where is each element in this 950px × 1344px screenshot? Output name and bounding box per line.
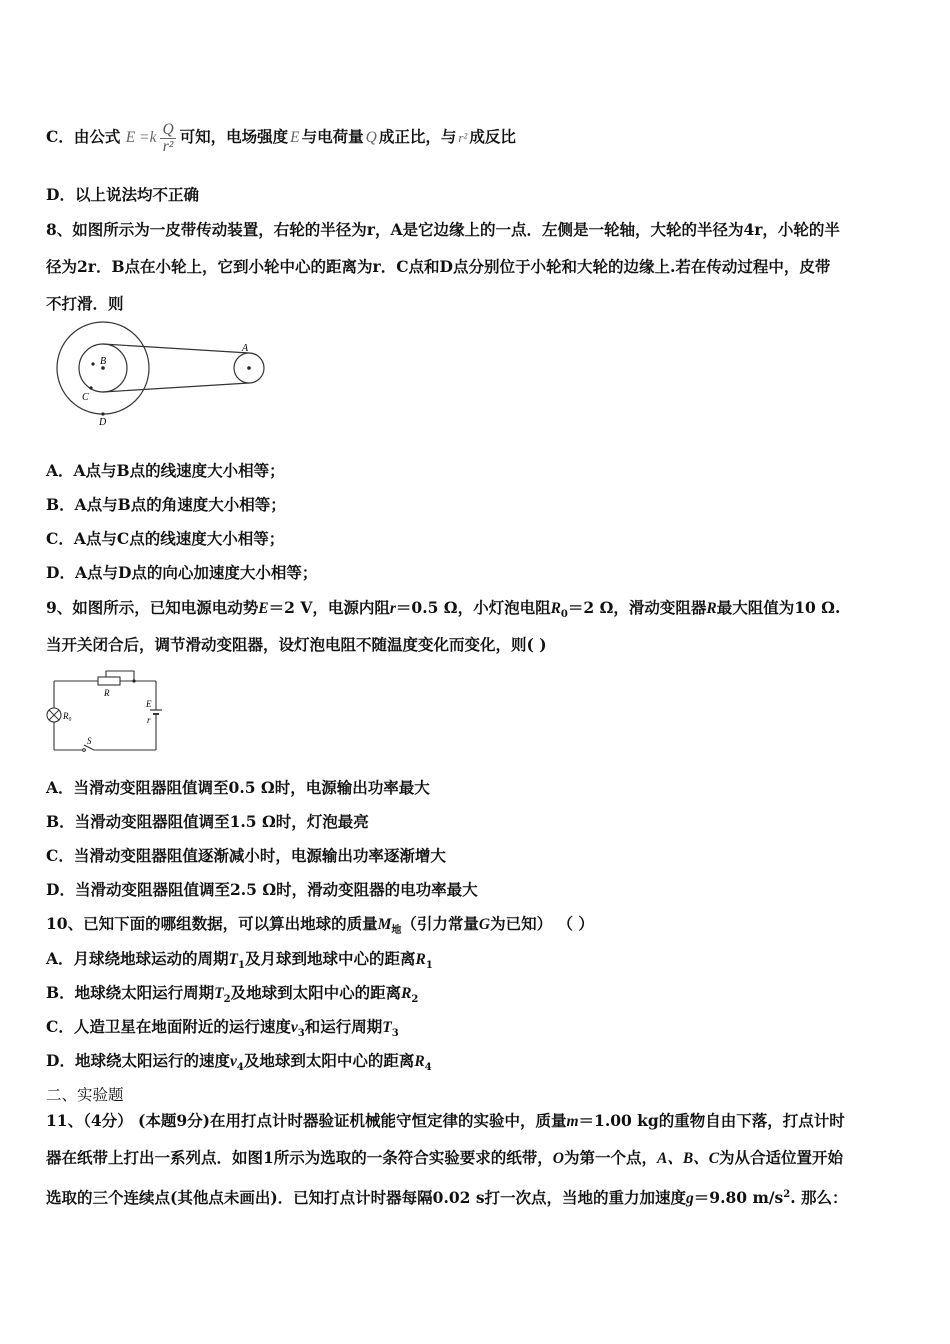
var: T [382, 1019, 392, 1036]
q11-line2 [46, 1147, 916, 1170]
stem-text: 为已知） （ ） [490, 914, 594, 933]
var-sub: 4 [236, 1062, 244, 1074]
q10-stem [46, 913, 916, 942]
option-text: 及地球到太阳中心的距离 [230, 983, 402, 1002]
option-label: B． [46, 983, 75, 1002]
point-c-dot [89, 386, 92, 389]
option-text: 地球绕太阳运行的速度 [74, 1051, 230, 1070]
option-label: D． [46, 1051, 75, 1070]
var-sub: 4 [424, 1062, 432, 1074]
var-m: M [377, 916, 392, 933]
q10-option-c [46, 1016, 916, 1045]
stem-text: ＝2 V，电源内阻 [268, 598, 390, 617]
var-r0-sub: 0 [560, 609, 568, 621]
var-abc: A、B、C [657, 1150, 720, 1167]
var-g: g [686, 1190, 694, 1208]
option-label: B． [46, 812, 75, 831]
right-wheel-center [247, 366, 251, 370]
option-label: B． [46, 495, 75, 514]
var-sub: 2 [411, 994, 419, 1006]
stem-text: ＝2 Ω，滑动变阻器 [567, 598, 707, 617]
var-q: Q [365, 129, 377, 146]
var-r0: R [550, 600, 561, 617]
formula-lhs: E =k [125, 129, 157, 146]
belt-bottom [103, 383, 249, 392]
var: R [414, 1053, 425, 1070]
q10-option-b [46, 982, 916, 1011]
label-r: R [104, 688, 110, 698]
option-text: 及地球到太阳中心的距离 [243, 1051, 415, 1070]
option-label: C． [46, 1017, 74, 1036]
stem-text: 为从合适位置开始 [719, 1148, 844, 1167]
q7-option-c [46, 120, 916, 155]
option-text: A点与C点的线速度大小相等； [73, 529, 285, 548]
var: R [415, 951, 426, 968]
label-c: C [82, 392, 89, 403]
option-text: 成正比，与 [378, 127, 457, 146]
q9-option-b [46, 811, 916, 833]
option-label: A． [46, 461, 74, 480]
stem-text: . 那么： [790, 1188, 848, 1208]
option-label: D． [46, 563, 75, 582]
var-o: O [552, 1150, 564, 1167]
stem-text: 器在纸带上打出一系列点．如图1所示为选取的一条符合实验要求的纸带， [46, 1148, 553, 1167]
q9-option-d [46, 879, 916, 901]
q9-option-c [46, 845, 916, 867]
option-text: 由公式 [73, 127, 121, 146]
stem-text: ＝1.00 kg的重物自由下落，打点计时 [578, 1111, 845, 1130]
q9-option-a [46, 777, 916, 799]
rheostat [98, 677, 120, 685]
option-label: D． [46, 880, 75, 899]
option-text: 当滑动变阻器阻值调至0.5 Ω时，电源输出功率最大 [73, 778, 430, 797]
option-label: D． [46, 185, 75, 204]
option-text: 成反比 [469, 127, 516, 146]
var: v [229, 1053, 237, 1070]
point-d-dot [101, 412, 104, 415]
var-r: r [389, 600, 396, 617]
var: T [214, 985, 224, 1002]
q9-stem-line1 [46, 597, 916, 626]
stem-text: 选取的三个连续点(其他点未画出)．已知打点计时器每隔0.02 s打一次点，当地的重力加速度 [46, 1188, 687, 1208]
unit-sup: 2 [783, 1189, 791, 1200]
belt-drive-figure [55, 318, 275, 430]
stem-text: 11、（4分） (本题9分)在用打点计时器验证机械能守恒定律的实验中，质量 [46, 1111, 567, 1130]
option-text: 当滑动变阻器阻值逐渐减小时，电源输出功率逐渐增大 [73, 846, 446, 865]
formula-numerator: Q [162, 120, 174, 138]
option-text: 和运行周期 [304, 1017, 383, 1036]
option-text: 可知，电场强度 [179, 127, 289, 146]
option-text: 及月球到地球中心的距离 [244, 949, 416, 968]
q8-option-d [46, 562, 916, 584]
q11-line3 [46, 1184, 916, 1210]
stem-text: 最大阻值为10 Ω. [716, 598, 841, 617]
option-text: 当滑动变阻器阻值调至2.5 Ω时，滑动变阻器的电功率最大 [74, 880, 478, 899]
var-m-sub: 地 [391, 925, 402, 937]
label-d: D [99, 417, 107, 428]
q8-stem-line2: 径为2r．B点在小轮上，它到小轮中心的距离为r．C点和D点分别位于小轮和大轮的边缘上.若在传动过程中，皮带 [46, 257, 831, 276]
option-text: 人造卫星在地面附近的运行速度 [73, 1017, 291, 1036]
stem-text: 9、如图所示，已知电源电动势 [46, 598, 259, 617]
q8-stem-line1: 8、如图所示为一皮带传动装置，右轮的半径为r，A是它边缘上的一点．左侧是一轮轴，大轮的半径为4r，小轮的半 [46, 220, 840, 239]
var-r2: r² [458, 130, 468, 145]
var-sub: 1 [425, 960, 433, 972]
stem-text: 10、已知下面的哪组数据，可以算出地球的质量 [46, 914, 378, 933]
option-label: A． [46, 778, 74, 797]
option-label: C． [46, 846, 74, 865]
option-label: C． [46, 127, 74, 146]
q10-option-d [46, 1050, 916, 1079]
belt-top [103, 344, 249, 353]
q10-option-a [46, 948, 916, 977]
stem-text: （引力常量 [401, 914, 479, 933]
option-label: A． [46, 949, 74, 968]
option-label: C． [46, 529, 74, 548]
option-text: 月球绕地球运动的周期 [73, 949, 229, 968]
var-e: E [258, 600, 269, 617]
stem-text: ＝0.5 Ω，小灯泡电阻 [395, 598, 551, 617]
label-b: B [100, 356, 107, 367]
var-g: G [478, 916, 491, 933]
label-e: E [146, 699, 152, 709]
stem-text: 为第一个点， [564, 1148, 658, 1167]
var-r-big: R [706, 600, 717, 617]
option-text: 与电荷量 [301, 127, 364, 146]
circuit-figure [46, 666, 164, 758]
q8-option-a [46, 460, 916, 482]
q8-option-c [46, 528, 916, 550]
switch-contact [83, 749, 86, 752]
var: R [401, 985, 412, 1002]
option-text: A点与B点的角速度大小相等； [74, 495, 286, 514]
option-text: 地球绕太阳运行周期 [74, 983, 215, 1002]
formula-denominator: r² [162, 137, 174, 155]
formula-fraction [160, 122, 175, 155]
q8-option-b [46, 494, 916, 516]
label-s: S [87, 736, 92, 746]
var-m: m [566, 1113, 579, 1130]
q9-stem-line2: 当开关闭合后，调节滑动变阻器，设灯泡电阻不随温度变化而变化，则( ) [46, 635, 547, 654]
var-sub: 2 [223, 994, 231, 1006]
var: v [290, 1019, 298, 1036]
label-r-internal: r [147, 715, 151, 725]
var-sub: 3 [297, 1028, 305, 1040]
q8-stem-line3: 不打滑．则 [46, 294, 124, 313]
junction-dot [132, 679, 135, 682]
option-text: A点与B点的线速度大小相等； [73, 461, 285, 480]
option-text: A点与D点的向心加速度大小相等； [74, 563, 318, 582]
var-sub: 3 [391, 1028, 399, 1040]
label-r0: R₀ [63, 711, 72, 721]
q7-option-d [46, 184, 916, 206]
section-title: 二、实验题 [46, 1086, 124, 1104]
option-text: 以上说法均不正确 [74, 185, 199, 204]
option-text: 当滑动变阻器阻值调至1.5 Ω时，灯泡最亮 [74, 812, 369, 831]
label-a: A [242, 343, 249, 354]
q11-line1 [46, 1110, 916, 1133]
var-e: E [290, 129, 300, 146]
point-b-dot [91, 362, 94, 365]
var: T [228, 951, 239, 968]
var-sub: 1 [238, 960, 245, 972]
stem-text: ＝9.80 m/s [693, 1188, 784, 1208]
